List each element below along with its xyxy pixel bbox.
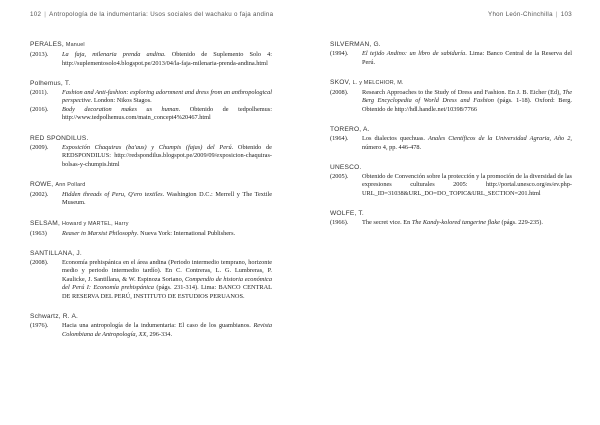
reference-text [62,51,272,68]
reference-text [62,230,272,239]
reference-year: (2011). [30,88,49,96]
reference-text-plain: (págs. 229-235). [499,218,543,226]
reference-text-plain: Los dialectos quechuas. [362,134,429,142]
header-divider: | [44,11,47,18]
reference-work [330,89,572,115]
reference-year: (1994). [330,50,349,57]
reference-entry [330,125,572,152]
reference-text-plain: The secret vice. En [362,218,412,226]
reference-text-plain: . Nueva York: International Publishers. [137,229,236,237]
author-surname: SELSAM, [30,219,60,227]
reference-work [30,89,272,106]
reference-author [30,134,272,143]
reference-text [62,191,272,208]
reference-year: (2013). [30,51,49,58]
reference-text-plain: (págs. 1-18). Oxford: Berg. Obtenido de http://hdl.handle.net/10398/7766 [362,97,572,113]
reference-title: Revista Colombiana de Antropología, XX [62,322,272,338]
reference-title: Body decoration makes us human [62,105,179,113]
author-surname: RED SPONDILUS. [30,134,89,142]
reference-author [30,180,272,190]
reference-work [30,230,272,239]
reference-text-plain: , número 4, pp. 446-478. [362,134,572,151]
author-surname: ROWE, [30,180,54,188]
author-surname: Schwartz, R. A. [30,313,79,321]
author-surname: SANTILLANA, J. [30,249,82,257]
reference-text-plain: Hacia una antropología de la indumentaria: El caso de los guambianos. [62,322,254,330]
reference-title: El tejido Andino: un libro de sabiduría [362,50,466,57]
reference-year: (1976). [30,322,49,330]
reference-year: (1964). [330,134,349,142]
reference-text-plain: . Obtenido de Suplemento Solo 4: http://suplementosolo4.blogspot.pe/2013/04/la-faja-milenaria-prenda-andina.html [62,51,272,67]
reference-text-plain: . Lima: Banco Central de la Reserva del Perú. [362,50,573,66]
author-surname: TORERO, A. [330,125,370,133]
reference-title: Exposición Chaquiras (ba'aus) y Chumpis (fajas) del Perú [62,143,232,151]
reference-entry [330,163,572,199]
reference-entry [30,40,272,68]
reference-year: (2016). [30,105,49,113]
reference-text-plain: Research Approaches to the Study of Dress and Fashion. En J. B. Eicher (Ed), [362,88,563,96]
reference-text [362,173,572,199]
reference-title: Anales Científicos de la Universidad Agraria, Año 2 [428,134,571,142]
reference-entry [330,78,572,115]
reference-text [62,259,272,302]
author-given-name: Manuel [65,42,85,48]
reference-entry [30,134,272,170]
reference-title: Reaser in Marxist Philosophy [62,229,138,237]
right-running-header [488,11,572,18]
reference-year: (1963) [30,229,47,237]
left-bibliography-column [30,40,272,350]
reference-text [62,322,272,339]
reference-author [30,249,272,258]
reference-work [330,173,572,199]
reference-text [362,89,572,115]
right-page-number: 103 [560,11,572,18]
reference-author [30,219,272,229]
reference-text-plain: . Obtenido de tedpolhemus: http://www.tedpolhemus.com/main_concept4%20467.html [62,105,272,122]
left-running-title: Antropología de la indumentaria: Usos sociales del wachaku o faja andina [49,11,274,18]
author-surname: SKOV, [330,78,351,86]
reference-text [62,144,272,170]
reference-text-plain: , 296-334. [146,330,173,338]
reference-year: (2002). [30,190,49,198]
reference-work [30,51,272,68]
reference-author [330,209,572,218]
reference-title: Hidden threads of Peru, Q'ero textiles [62,190,163,198]
reference-entry [30,312,272,339]
reference-entry [330,209,572,228]
reference-author [330,125,572,134]
reference-author [330,40,572,49]
reference-entry [30,79,272,123]
author-surname: SILVERMAN, G. [330,41,381,48]
reference-entry [30,180,272,208]
reference-author [30,40,272,50]
reference-text-plain: . London: Nikos Stagos. [90,97,152,105]
author-surname: UNESCO. [330,163,362,171]
reference-work [330,219,572,228]
reference-work [30,322,272,339]
reference-title: Fashion and Anti-fashion: exploring adornment and dress from an anthropological perspective [62,88,272,105]
reference-author [330,163,572,172]
reference-text-plain: (págs. 231-314). Lima: BANCO CENTRAL DE RESERVA DEL PERÚ, INSTITUTO DE ESTUDIOS PERUANOS. [62,284,272,300]
reference-year: (2009). [30,143,49,151]
reference-title: La faja, milenaria prenda andina [62,51,165,58]
reference-author [30,79,272,88]
reference-year: (2008). [30,258,49,266]
reference-author [330,78,572,88]
author-surname: WOLFE, T. [330,209,364,217]
reference-entry [330,40,572,67]
reference-text [362,50,572,67]
reference-text [362,219,572,228]
author-given-name: Howard y MARTEL, Harry [62,220,129,227]
reference-year: (1966). [330,218,349,226]
reference-text [362,135,572,152]
reference-entry [30,219,272,239]
author-given-name: Ann Pollard [55,181,86,188]
author-surname: PERALES, [30,41,64,48]
header-divider: | [555,11,558,18]
author-surname: Polhemus, T. [30,79,71,87]
reference-text-plain: Economía prehispánica en el área andina (Periodo intermedio temprano, horizonte medio y periodo intermedio tardío). En C. Contreras, L. G. Lumbreras, P. Kaulicke, J. Santillana, & W. Espinoza Soriano, [62,258,272,283]
reference-year: (2005). [330,172,349,180]
reference-text [62,106,272,123]
reference-work [30,106,272,123]
reference-year: (2008). [330,88,349,96]
reference-text-plain: . Washington D.C.: Merrell y The Textile Museum. [62,190,272,207]
author-given-name: L. y MELCHIOR, M. [352,79,404,86]
reference-entry [30,249,272,302]
left-running-header [30,11,273,18]
reference-title: The Berg Encyclopedia of World Dress and Fashion [362,88,572,105]
reference-work [30,191,272,208]
reference-work [330,135,572,152]
reference-work [330,50,572,67]
reference-author [30,312,272,321]
reference-title: The Kandy-kolored tangerine flake [411,218,500,226]
reference-title: Compendio de historia económica del Perú I: Economía prehispánica [62,275,272,292]
right-running-title: Yhon León-Chinchilla [488,11,553,18]
left-page-number: 102 [30,11,42,18]
right-bibliography-column [330,40,572,238]
reference-text [62,89,272,106]
reference-work [30,144,272,170]
reference-work [30,259,272,302]
reference-text-plain: . Obtenido de REDSPONDILUS: http://redspondilus.blogspot.pe/2009/09/exposicion-chaquiras-bolsas-y-chumpis.html [62,143,272,168]
reference-text-plain: Obtenido de Convención sobre la protección y la promoción de la diversidad de las expresiones culturales 2005: http://portal.unesco.org/es/ev.php-URL_ID=31038&URL_DO=DO_TOPIC&URL_SECTION=201.html [362,172,572,197]
